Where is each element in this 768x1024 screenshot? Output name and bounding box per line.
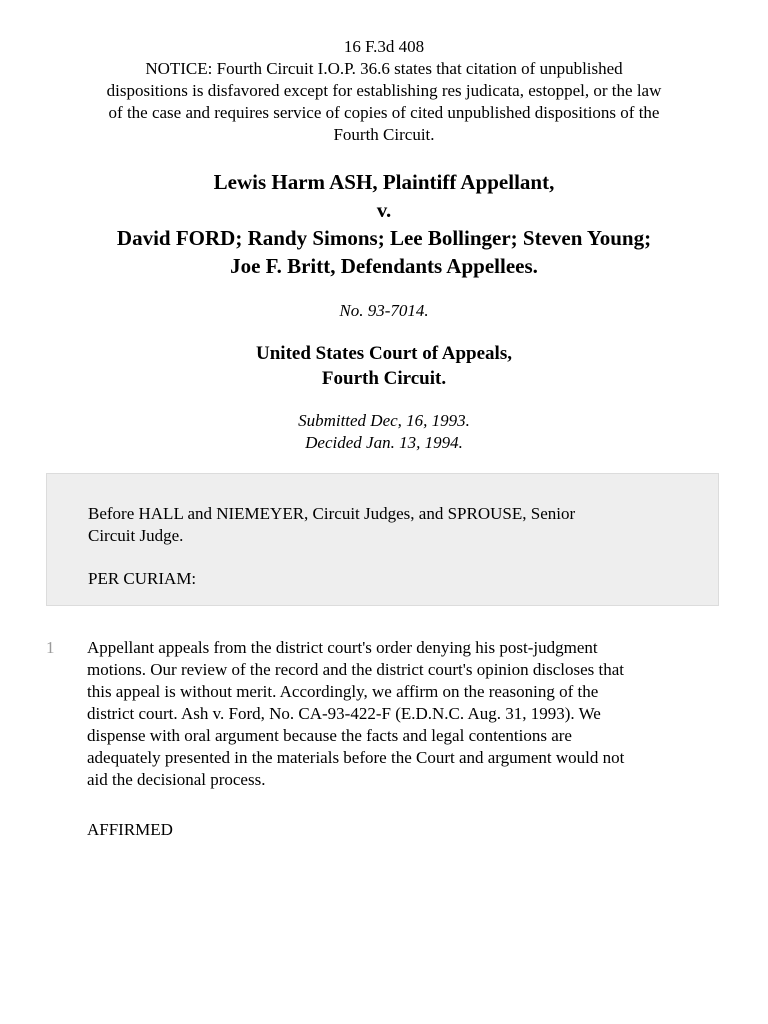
opinion-line: motions. Our review of the record and the district court's opinion discloses that [87,660,625,679]
versus: v. [376,198,392,222]
appellant: Lewis Harm ASH, Plaintiff Appellant, [213,170,555,194]
decided-date: Decided Jan. 13, 1994. [305,433,463,452]
opinion-line: district court. Ash v. Ford, No. CA-93-422-F (E.D.N.C. Aug. 31, 1993). We [87,704,601,723]
court-name-line: United States Court of Appeals, [256,343,512,364]
judges-line-text: Circuit Judge. [88,526,184,545]
notice-line: Fourth Circuit. [333,125,435,144]
notice-line: dispositions is disfavored except for establishing res judicata, estoppel, or the law [106,81,662,100]
docket-number: No. 93-7014. [339,301,429,320]
notice-line: of the case and requires service of copies of cited unpublished dispositions of the [108,103,660,122]
per-curiam: PER CURIAM: [88,569,197,588]
appellees: Joe F. Britt, Defendants Appellees. [230,254,538,278]
citation: 16 F.3d 408 [343,37,425,56]
appellees: David FORD; Randy Simons; Lee Bollinger; Steven Young; [116,226,652,250]
opinion-line: adequately presented in the materials before the Court and argument would not [87,748,625,767]
case-caption [30,168,738,280]
bench-panel [46,473,719,606]
case-header [50,36,718,146]
judges-line-text: Before HALL and NIEMEYER, Circuit Judges, and SPROUSE, Senior [88,504,576,523]
court-name [50,341,718,391]
court-name-line: Fourth Circuit. [321,368,447,389]
disposition: AFFIRMED [87,820,173,839]
opinion-line: Appellant appeals from the district court's order denying his post-judgment [87,638,598,657]
opinion-line: aid the decisional process. [87,770,266,789]
case-dates [50,410,718,454]
paragraph-number: 1 [46,638,55,657]
submitted-date: Submitted Dec, 16, 1993. [298,411,470,430]
judges-line [88,503,688,547]
opinion-line: dispense with oral argument because the facts and legal contentions are [87,726,572,745]
opinion-line: this appeal is without merit. Accordingly, we affirm on the reasoning of the [87,682,599,701]
opinion-paragraph [87,637,723,791]
notice-line: NOTICE: Fourth Circuit I.O.P. 36.6 states that citation of unpublished [145,59,623,78]
